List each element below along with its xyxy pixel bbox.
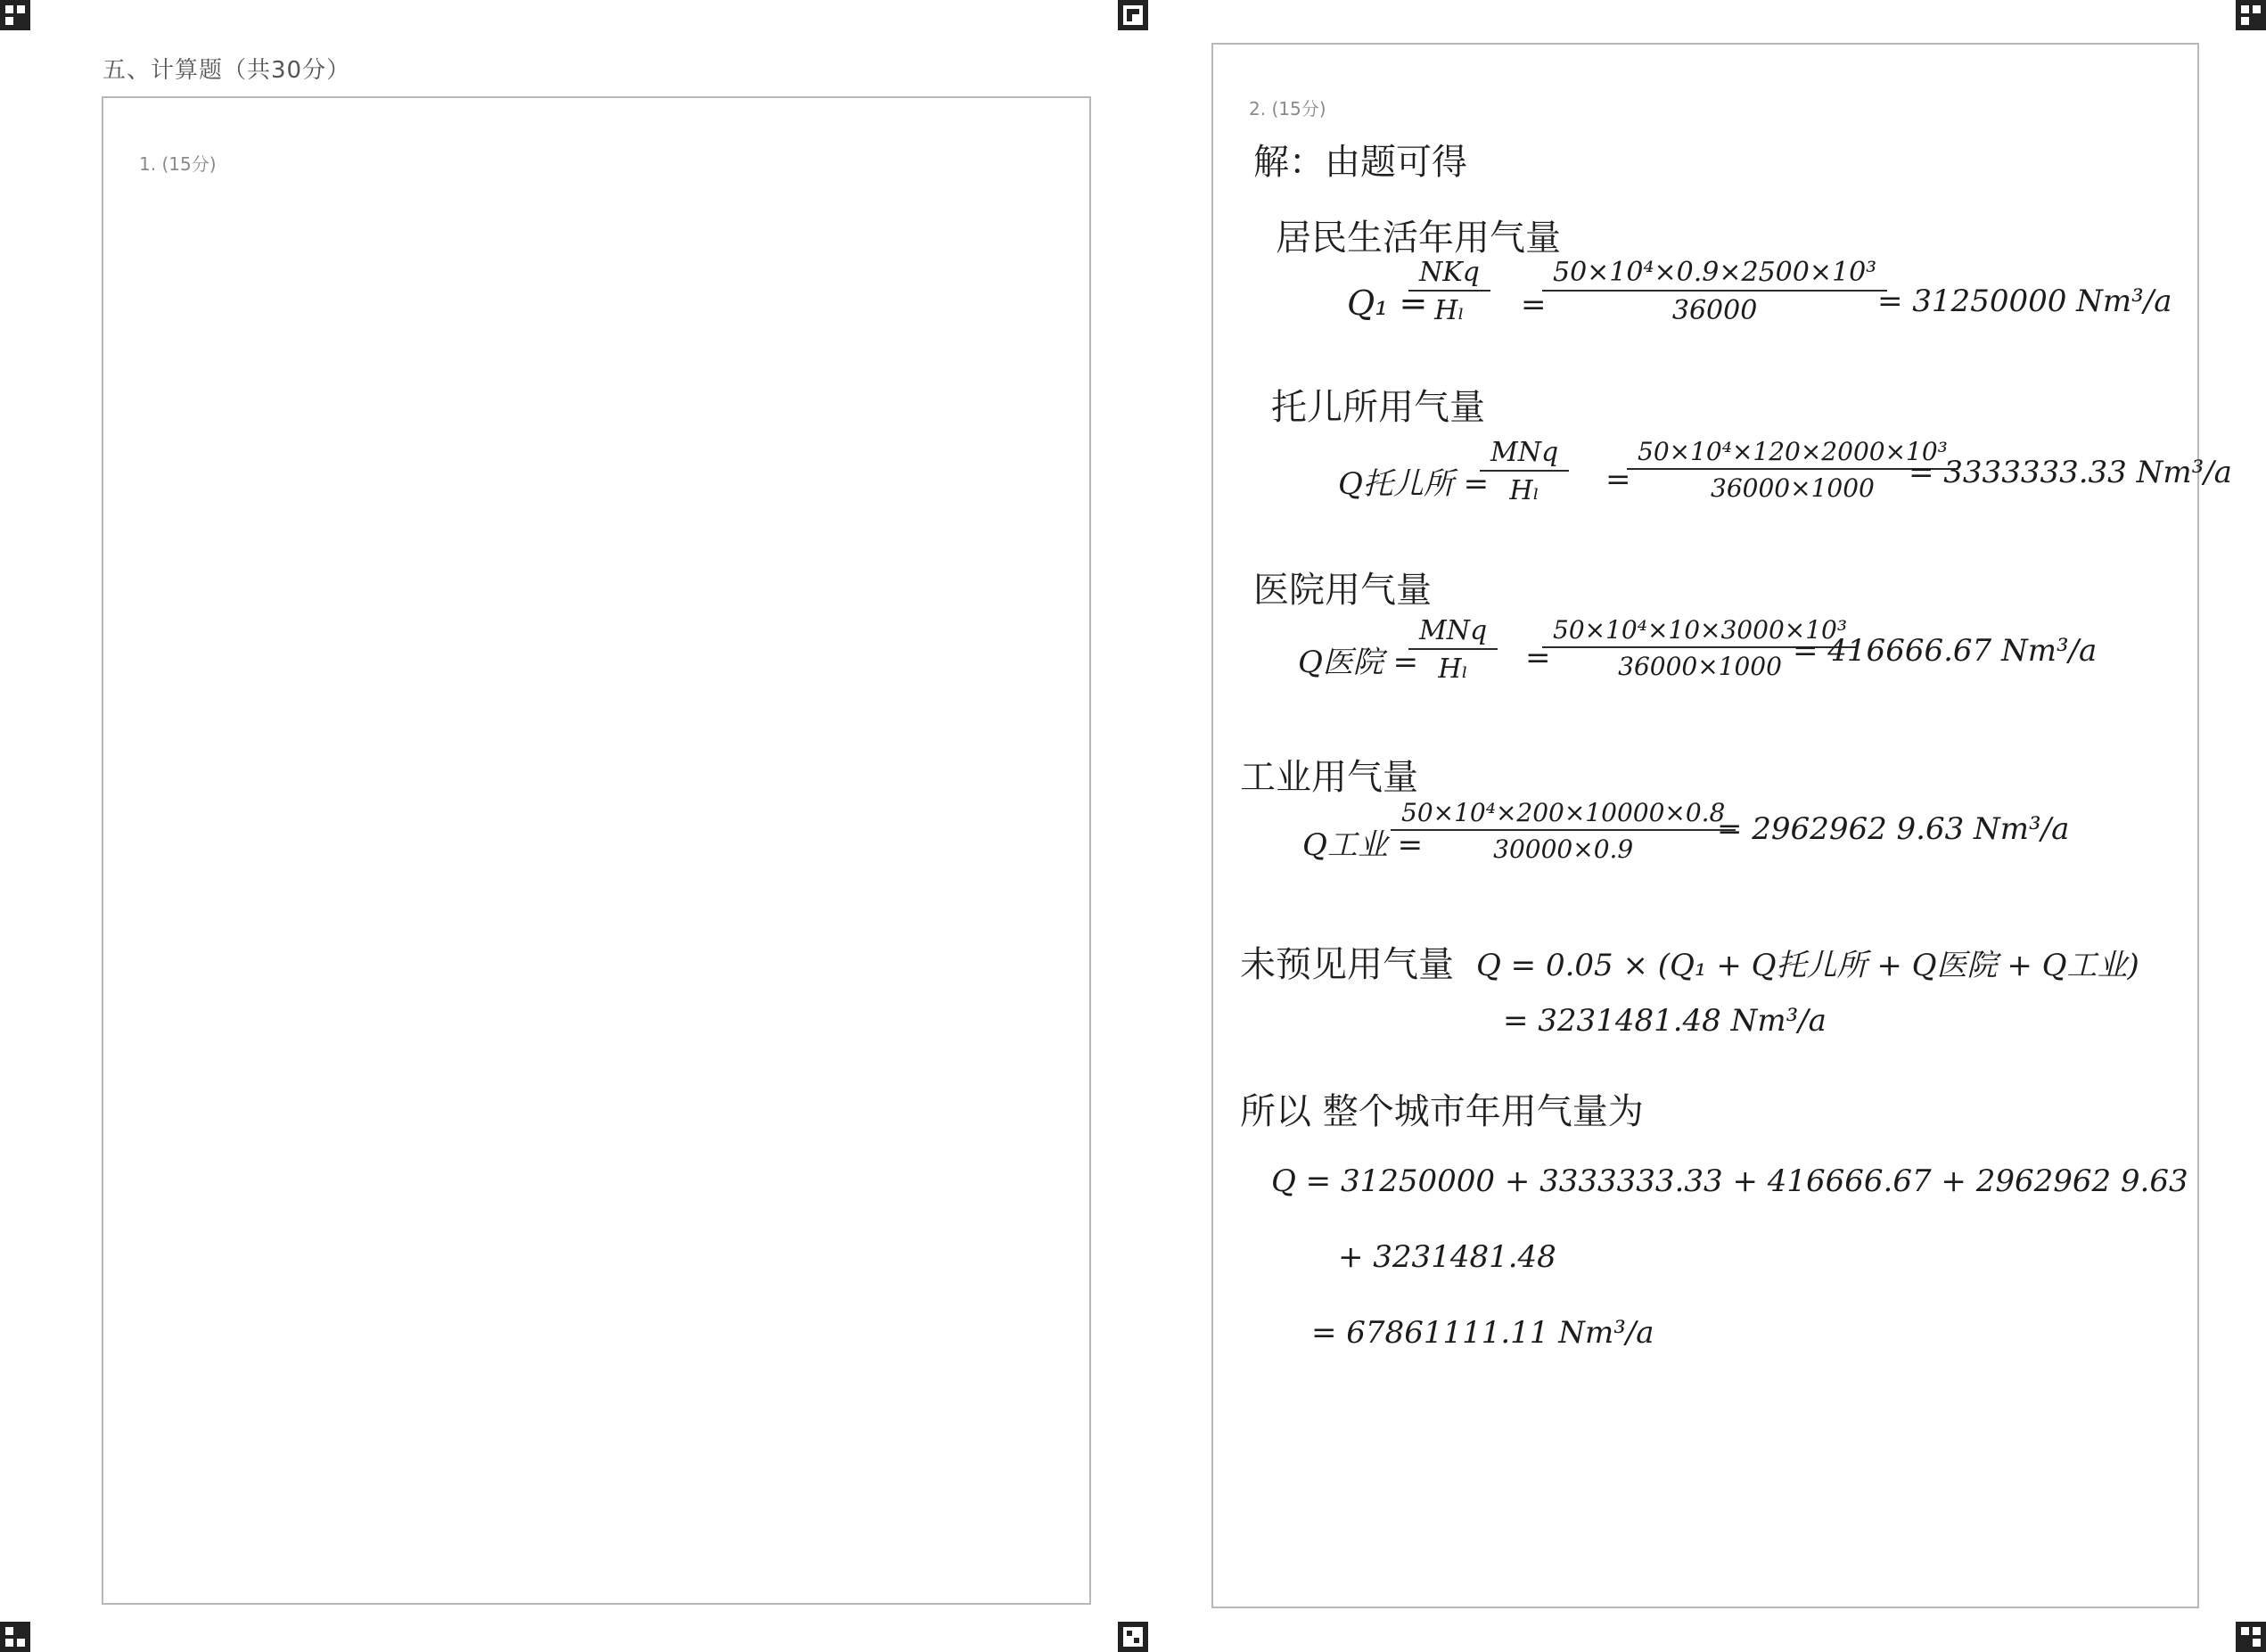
residential-formula-numerator: NKq <box>1419 257 1480 288</box>
residential-lhs: Q₁ = <box>1347 284 1428 323</box>
registration-marker-bottom-left <box>0 1622 30 1652</box>
unforeseen-heading: 未预见用气量 <box>1240 944 1454 985</box>
total-sum-line-2: + 3231481.48 <box>1338 1239 1556 1275</box>
residential-heading: 居民生活年用气量 <box>1276 218 1561 259</box>
industry-lhs: Q工业 = <box>1302 827 1424 863</box>
question-2-answer-box[interactable] <box>1211 43 2232 1608</box>
industry-heading: 工业用气量 <box>1240 757 1418 798</box>
hospital-value-numerator: 50×10⁴×10×3000×10³ <box>1553 615 1848 645</box>
residential-value-denominator: 36000 <box>1542 290 1887 326</box>
industry-value-denominator: 30000×0.9 <box>1391 829 1736 864</box>
hospital-formula-denominator: Hₗ <box>1408 648 1498 685</box>
total-sum-line-1: Q = 31250000 + 3333333.33 + 416666.67 + 2962962 9.63 <box>1271 1163 2188 1199</box>
industry-value-numerator: 50×10⁴×200×10000×0.8 <box>1401 798 1726 827</box>
question-1-answer-box[interactable] <box>102 96 1091 1605</box>
answer-intro: 解：由题可得 <box>1253 142 1467 183</box>
nursery-lhs: Q托儿所 = <box>1338 466 1490 502</box>
total-result: = 67861111.11 Nm³/a <box>1311 1315 1654 1351</box>
total-heading: 所以 整个城市年用气量为 <box>1240 1091 1644 1132</box>
registration-marker-top-right <box>2236 0 2266 30</box>
nursery-formula-numerator: MNq <box>1490 437 1559 468</box>
registration-marker-bottom-center <box>1118 1622 1148 1652</box>
residential-value-fraction <box>1548 257 1882 326</box>
registration-marker-top-center <box>1118 0 1148 30</box>
hospital-heading: 医院用气量 <box>1253 570 1432 611</box>
residential-equals: = <box>1521 287 1547 323</box>
residential-result: = 31250000 Nm³/a <box>1877 284 2172 319</box>
registration-marker-bottom-right <box>2236 1622 2266 1652</box>
residential-formula-denominator: Hₗ <box>1408 290 1490 326</box>
hospital-result: = 416666.67 Nm³/a <box>1793 633 2098 669</box>
question-1-label: 1. (15分) <box>139 153 217 175</box>
hospital-equals: = <box>1525 640 1551 676</box>
nursery-value-denominator: 36000×1000 <box>1627 468 1958 503</box>
residential-formula-fraction <box>1414 257 1485 326</box>
registration-marker-top-left <box>0 0 30 30</box>
nursery-formula-fraction <box>1485 437 1564 506</box>
nursery-value-fraction <box>1632 437 1953 503</box>
nursery-value-numerator: 50×10⁴×120×2000×10³ <box>1638 437 1948 466</box>
hospital-value-denominator: 36000×1000 <box>1542 646 1858 681</box>
nursery-heading: 托儿所用气量 <box>1271 387 1485 428</box>
residential-value-numerator: 50×10⁴×0.9×2500×10³ <box>1553 257 1877 288</box>
hospital-formula-fraction <box>1414 615 1492 685</box>
nursery-formula-denominator: Hₗ <box>1480 470 1569 506</box>
nursery-result: = 3333333.33 Nm³/a <box>1909 455 2232 490</box>
hospital-lhs: Q医院 = <box>1298 645 1419 680</box>
industry-result: = 2962962 9.63 Nm³/a <box>1717 811 2070 847</box>
unforeseen-result: = 3231481.48 Nm³/a <box>1503 1003 1827 1039</box>
section-title: 五、计算题（共30分） <box>103 57 351 84</box>
industry-value-fraction <box>1396 798 1730 864</box>
unforeseen-formula: Q = 0.05 × (Q₁ + Q托儿所 + Q医院 + Q工业) <box>1476 948 2139 983</box>
nursery-equals: = <box>1605 462 1631 497</box>
question-2-label: 2. (15分) <box>1249 98 1326 119</box>
hospital-formula-numerator: MNq <box>1419 615 1488 646</box>
